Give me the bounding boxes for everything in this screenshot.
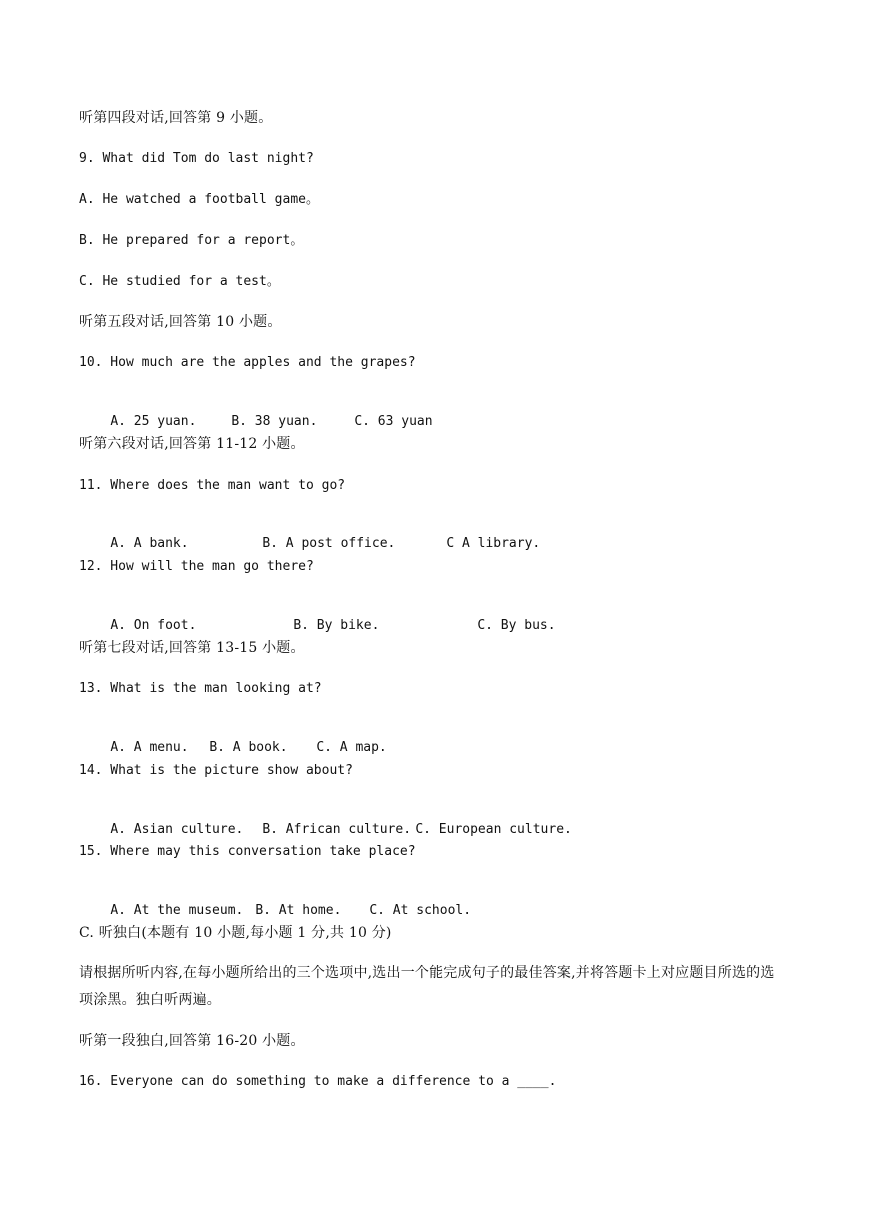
question-16: 16. Everyone can do something to make a difference to a ____.	[79, 1074, 557, 1089]
question-9-option-c: C. He studied for a test。	[79, 274, 280, 289]
question-10-option-a: A. 25 yuan.	[110, 414, 197, 429]
section-heading-monologue-1: 听第一段独白,回答第 16-20 小题。	[79, 1033, 305, 1049]
question-13-option-a: A. A menu.	[110, 740, 189, 755]
question-11-option-a: A. A bank.	[110, 536, 189, 551]
question-14-option-a: A. Asian culture.	[110, 822, 244, 837]
section-heading-monologue: C. 听独白(本题有 10 小题,每小题 1 分,共 10 分)	[79, 925, 392, 941]
question-10-option-c: C. 63 yuan	[354, 414, 433, 429]
monologue-instructions: 请根据所听内容,在每小题所给出的三个选项中,选出一个能完成句子的最佳答案,并将答题卡上对应题目所选的选项涂黑。独白听两遍。	[79, 965, 775, 1008]
question-10: 10. How much are the apples and the grapes?	[79, 355, 416, 370]
question-12-option-c: C. By bus.	[477, 618, 556, 633]
question-14-option-c: C. European culture.	[415, 822, 572, 837]
question-15-option-c: C. At school.	[369, 903, 472, 918]
question-10-option-b: B. 38 yuan.	[231, 414, 318, 429]
section-heading-dialogue-7: 听第七段对话,回答第 13-15 小题。	[79, 640, 305, 656]
question-15-option-a: A. At the museum.	[110, 903, 244, 918]
section-heading-dialogue-6: 听第六段对话,回答第 11-12 小题。	[79, 436, 305, 452]
question-11: 11. Where does the man want to go?	[79, 478, 346, 493]
question-15: 15. Where may this conversation take place?	[79, 844, 416, 859]
question-12: 12. How will the man go there?	[79, 559, 314, 574]
question-13: 13. What is the man looking at?	[79, 681, 322, 696]
section-heading-dialogue-4: 听第四段对话,回答第 9 小题。	[79, 110, 273, 126]
question-12-option-a: A. On foot.	[110, 618, 197, 633]
question-14: 14. What is the picture show about?	[79, 763, 353, 778]
question-13-option-b: B. A book.	[209, 740, 288, 755]
question-11-option-b: B. A post office.	[262, 536, 396, 551]
question-9: 9. What did Tom do last night?	[79, 151, 314, 166]
question-14-option-b: B. African culture.	[262, 822, 412, 837]
question-9-option-a: A. He watched a football game。	[79, 192, 319, 207]
question-13-option-c: C. A map.	[316, 740, 387, 755]
question-11-option-c: C A library.	[446, 536, 541, 551]
section-heading-dialogue-5: 听第五段对话,回答第 10 小题。	[79, 314, 282, 330]
question-15-option-b: B. At home.	[255, 903, 342, 918]
question-12-option-b: B. By bike.	[293, 618, 380, 633]
question-9-option-b: B. He prepared for a report。	[79, 233, 304, 248]
